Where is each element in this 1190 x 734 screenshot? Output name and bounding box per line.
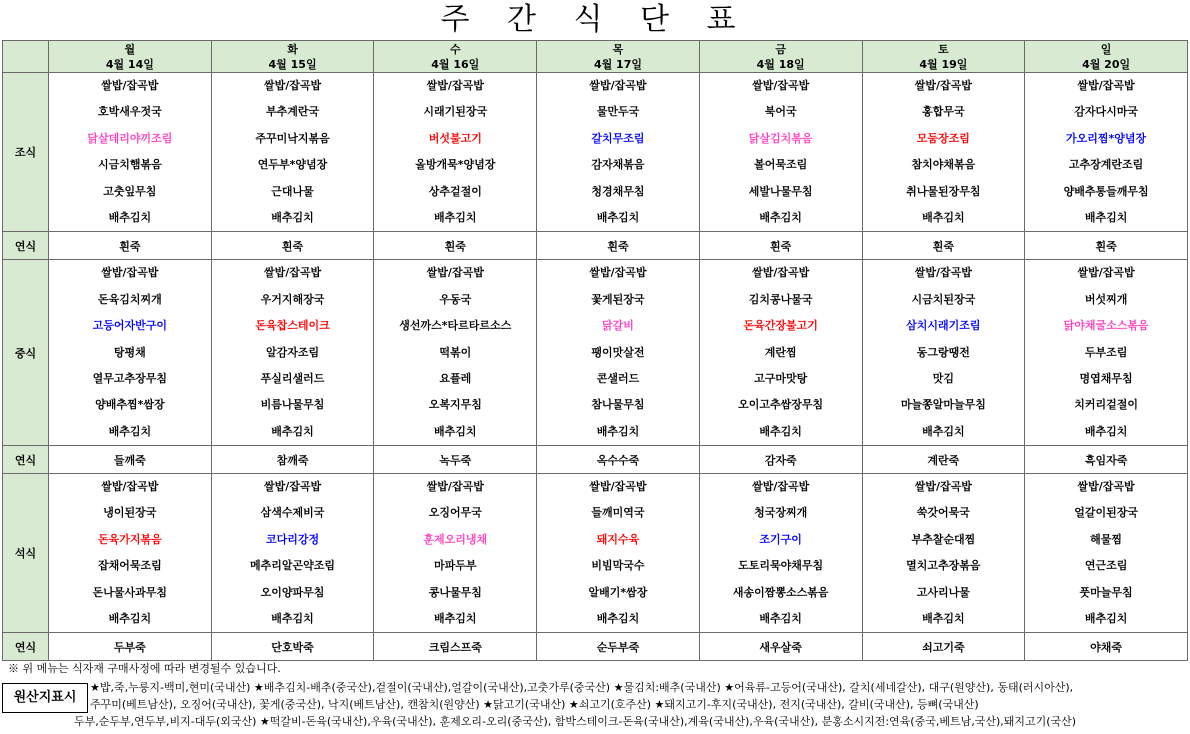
- menu-item: 얼갈이된장국: [1074, 506, 1138, 520]
- porridge-cell: 녹두죽: [374, 446, 537, 474]
- dinner-row: [3, 474, 1188, 633]
- menu-item: 떡볶이: [439, 345, 472, 359]
- porridge-cell: 계란죽: [862, 446, 1025, 474]
- menu-cell: [211, 73, 374, 232]
- menu-item: 고추장계란조림: [1068, 158, 1144, 172]
- day-name: 일: [1100, 42, 1112, 56]
- menu-item: 쌀밥/잡곡밥: [1077, 266, 1135, 280]
- day-date: 4월 15일: [268, 57, 317, 71]
- day-header-row: [3, 41, 1188, 73]
- menu-item: 탕평채: [113, 345, 146, 359]
- menu-cell: [374, 474, 537, 633]
- menu-item: 돈육찹스테이크: [255, 319, 330, 333]
- menu-item: 마늘쫑알마늘무침: [900, 398, 986, 412]
- menu-item: 쌀밥/잡곡밥: [426, 266, 484, 280]
- menu-item: 도토리묵야채무침: [738, 559, 824, 573]
- menu-item: 쌀밥/잡곡밥: [589, 79, 647, 92]
- menu-cell: [49, 260, 212, 446]
- menu-item: 배추김치: [759, 210, 802, 224]
- menu-item: 메추리알곤약조림: [250, 559, 336, 573]
- menu-item: 쑥갓어묵국: [916, 506, 970, 520]
- menu-item: 쌀밥/잡곡밥: [263, 480, 322, 494]
- origin-line-3: 두부,순두부,연두부,비지-대두(외국산) ★떡갈비-돈육(국내산),우육(국내산), 훈제오리-오리(중국산), 함박스테이크-돈육(국내산),계육(국내산),우육(국내산), 분홍소시지전:연육(중국,베트남,국산),돼지고기(국산): [74, 715, 1077, 728]
- menu-item: 배추김치: [108, 424, 152, 438]
- menu-cell: [537, 260, 700, 446]
- menu-item: 갈치무조림: [591, 131, 645, 145]
- menu-item: 두부조림: [1084, 345, 1128, 359]
- menu-item: 해물찜: [1090, 532, 1123, 546]
- porridge-cell: 흰죽: [699, 232, 862, 260]
- menu-item: 풋마늘무침: [1079, 585, 1133, 599]
- menu-item: 삼치시래기조림: [906, 319, 981, 333]
- porridge-cell: 흑임자죽: [1025, 446, 1188, 474]
- porridge-cell: 흰죽: [537, 232, 700, 260]
- menu-item: 배추김치: [108, 210, 152, 224]
- porridge-cell: 야채죽: [1025, 633, 1188, 661]
- menu-change-note: ※ 위 메뉴는 식자재 구매사정에 따라 변경될수 있습니다.: [8, 662, 281, 675]
- day-date: 4월 19일: [919, 57, 968, 71]
- corner-cell: [3, 41, 49, 73]
- menu-table: [2, 40, 1188, 661]
- porridge-cell: 흰죽: [374, 232, 537, 260]
- menu-item: 쌀밥/잡곡밥: [426, 480, 484, 494]
- menu-item: 청경채무침: [591, 184, 645, 198]
- menu-item: 쌀밥/잡곡밥: [589, 480, 647, 494]
- menu-item: 돈나물사과무침: [92, 585, 168, 599]
- day-header-thu: [537, 41, 700, 73]
- menu-item: 취나물된장무침: [906, 184, 981, 198]
- snack3-row: [3, 633, 1188, 661]
- menu-item: 콩나물무침: [428, 585, 482, 599]
- menu-item: 요플레: [439, 371, 472, 385]
- menu-item: 계란찜: [764, 345, 797, 359]
- menu-item: 돼지수육: [596, 532, 640, 546]
- porridge-cell: 들깨죽: [49, 446, 212, 474]
- menu-item: 돈육간장불고기: [743, 319, 818, 333]
- day-date: 4월 20일: [1082, 57, 1131, 71]
- menu-item: 배추김치: [759, 612, 802, 626]
- menu-cell: [699, 73, 862, 232]
- menu-cell: [699, 474, 862, 633]
- porridge-cell: 새우살죽: [699, 633, 862, 661]
- menu-item: 배추김치: [596, 612, 640, 626]
- menu-item: 배추김치: [1084, 424, 1128, 438]
- menu-item: 연두부*양념장: [257, 158, 328, 172]
- menu-item: 배추김치: [1084, 210, 1128, 224]
- menu-item: 들깨미역국: [591, 506, 645, 520]
- menu-item: 쌀밥/잡곡밥: [752, 266, 810, 280]
- menu-item: 쌀밥/잡곡밥: [914, 266, 972, 280]
- menu-item: 배추김치: [271, 210, 314, 224]
- porridge-cell: 흰죽: [862, 232, 1025, 260]
- menu-item: 팽이맛살전: [591, 345, 645, 359]
- menu-item: 삼색수제비국: [260, 506, 325, 520]
- menu-item: 물만두국: [596, 105, 640, 119]
- menu-item: 볼어묵조림: [754, 158, 808, 172]
- menu-item: 쌀밥/잡곡밥: [589, 266, 647, 280]
- day-date: 4월 14일: [105, 57, 154, 71]
- day-header-sat: [862, 41, 1025, 73]
- menu-item: 오복지무침: [428, 398, 482, 412]
- meal-label-snack3: 연식: [3, 633, 49, 661]
- day-header-tue: [211, 41, 374, 73]
- porridge-cell: 참깨죽: [211, 446, 374, 474]
- menu-item: 쌀밥/잡곡밥: [101, 79, 159, 92]
- menu-cell: [862, 474, 1025, 633]
- menu-item: 멸치고추장볶음: [906, 559, 981, 573]
- menu-item: 훈제오리냉채: [423, 532, 488, 546]
- day-name: 목: [612, 42, 624, 56]
- menu-cell: [374, 260, 537, 446]
- menu-item: 쌀밥/잡곡밥: [914, 480, 972, 494]
- menu-item: 부추찰순대찜: [911, 532, 976, 546]
- origin-line-2: 주꾸미(베트남산), 오징어(국내산), 꽃게(중국산), 낙지(베트남산), 캔참치(원양산) ★닭고기(국내산) ★쇠고기(호주산) ★돼지고기-후지(국내산), 전지(국내산), 갈비(국내산), 등뼈(국내산): [90, 698, 979, 711]
- origin-label: 원산지표시: [2, 683, 88, 713]
- day-header-fri: [699, 41, 862, 73]
- menu-cell: [49, 73, 212, 232]
- menu-item: 연근조림: [1084, 559, 1128, 573]
- day-header-sun: [1025, 41, 1188, 73]
- menu-cell: [862, 260, 1025, 446]
- day-name: 금: [775, 42, 786, 56]
- menu-item: 알배기*쌈장: [588, 585, 648, 599]
- porridge-cell: 흰죽: [49, 232, 212, 260]
- menu-item: 비빔막국수: [591, 559, 645, 573]
- menu-item: 마파두부: [434, 559, 477, 573]
- menu-item: 김치콩나물국: [748, 292, 813, 306]
- meal-label-snack2: 연식: [3, 446, 49, 474]
- menu-cell: [537, 474, 700, 633]
- menu-cell: [1025, 73, 1188, 232]
- porridge-cell: 감자죽: [699, 446, 862, 474]
- menu-item: 감자채볶음: [591, 158, 645, 172]
- porridge-cell: 흰죽: [211, 232, 374, 260]
- porridge-cell: 단호박죽: [211, 633, 374, 661]
- menu-item: 닭살데리야끼조림: [87, 131, 173, 145]
- menu-item: 주꾸미낙지볶음: [255, 131, 330, 145]
- menu-item: 배추김치: [922, 210, 965, 224]
- menu-item: 쌀밥/잡곡밥: [914, 79, 972, 92]
- menu-item: 시래기된장국: [423, 105, 488, 119]
- menu-item: 콘샐러드: [596, 371, 640, 385]
- menu-item: 배추김치: [434, 210, 477, 224]
- menu-item: 비름나물무침: [260, 398, 325, 412]
- menu-item: 닭살김치볶음: [748, 131, 813, 145]
- menu-item: 배추김치: [922, 424, 965, 438]
- menu-item: 조기구이: [759, 532, 802, 546]
- porridge-cell: 크림스프죽: [374, 633, 537, 661]
- porridge-cell: 쇠고기죽: [862, 633, 1025, 661]
- menu-cell: [1025, 260, 1188, 446]
- menu-item: 버섯찌개: [1084, 292, 1128, 306]
- menu-item: 배추김치: [596, 424, 640, 438]
- lunch-row: [3, 260, 1188, 446]
- menu-item: 우거지해장국: [260, 292, 325, 306]
- menu-item: 열무고추장무침: [92, 371, 168, 385]
- menu-item: 쌀밥/잡곡밥: [1077, 480, 1135, 494]
- menu-item: 쌀밥/잡곡밥: [426, 79, 484, 92]
- menu-item: 배추김치: [271, 612, 314, 626]
- porridge-cell: 흰죽: [1025, 232, 1188, 260]
- menu-cell: [374, 73, 537, 232]
- menu-item: 고사리나물: [916, 585, 970, 599]
- menu-item: 올방개묵*양념장: [415, 158, 496, 172]
- menu-item: 시금치된장국: [911, 292, 976, 306]
- menu-item: 닭갈비: [602, 319, 634, 333]
- menu-item: 배추김치: [271, 424, 314, 438]
- menu-item: 배추김치: [434, 424, 477, 438]
- menu-item: 세발나물무침: [748, 184, 813, 198]
- menu-item: 가오리찜*양념장: [1066, 131, 1147, 145]
- menu-item: 배추김치: [1084, 612, 1128, 626]
- menu-item: 우동국: [439, 292, 472, 306]
- day-date: 4월 18일: [756, 57, 805, 71]
- menu-item: 배추김치: [922, 612, 965, 626]
- menu-item: 닭야채굴소스볶음: [1063, 319, 1149, 333]
- menu-item: 양배추찜*쌈장: [95, 398, 165, 412]
- menu-item: 쌀밥/잡곡밥: [752, 79, 810, 92]
- meal-label-breakfast: 조식: [3, 73, 49, 232]
- menu-item: 푸실리샐러드: [260, 371, 325, 385]
- day-header-wed: [374, 41, 537, 73]
- day-name: 화: [287, 42, 298, 56]
- menu-cell: [537, 73, 700, 232]
- menu-item: 배추김치: [759, 424, 802, 438]
- menu-item: 명엽채무침: [1079, 371, 1133, 385]
- snack2-row: [3, 446, 1188, 474]
- origin-line-1: ★밥,죽,누룽지-백미,현미(국내산) ★배추김치-배추(중국산),겉절이(국내산),얼갈이(국내산),고춧가루(중국산) ★물김치:배추(국내산) ★어육류-고등어(국내산), 갈치(세네갈산), 대구(원양산), 동태(러시아산),: [90, 681, 1074, 694]
- meal-label-lunch: 중식: [3, 260, 49, 446]
- snack1-row: [3, 232, 1188, 260]
- menu-item: 오징어무국: [428, 506, 482, 520]
- menu-item: 참나물무침: [591, 398, 645, 412]
- menu-item: 쌀밥/잡곡밥: [752, 480, 810, 494]
- menu-item: 감자다시마국: [1074, 105, 1138, 119]
- menu-item: 모둠장조림: [916, 131, 970, 145]
- menu-item: 새송이짬뽕소스볶음: [732, 585, 829, 599]
- page-title: 주 간 식 단 표: [440, 2, 750, 37]
- menu-item: 청국장찌개: [754, 506, 808, 520]
- menu-item: 잡채어묵조림: [97, 559, 162, 573]
- meal-label-snack1: 연식: [3, 232, 49, 260]
- menu-cell: [211, 260, 374, 446]
- menu-item: 시금치햄볶음: [97, 158, 162, 172]
- menu-item: 호박새우젓국: [97, 105, 162, 119]
- menu-item: 참치야채볶음: [911, 158, 976, 172]
- day-date: 4월 17일: [593, 57, 642, 71]
- menu-item: 맛김: [932, 371, 954, 385]
- menu-cell: [699, 260, 862, 446]
- menu-item: 배추김치: [108, 612, 152, 626]
- menu-item: 근대나물: [271, 184, 314, 198]
- menu-cell: [862, 73, 1025, 232]
- menu-item: 상추겉절이: [428, 184, 482, 198]
- menu-item: 동그랑땡전: [916, 345, 970, 359]
- menu-item: 쌀밥/잡곡밥: [263, 79, 322, 92]
- menu-item: 치커리겉절이: [1074, 398, 1138, 412]
- menu-item: 쌀밥/잡곡밥: [1077, 79, 1135, 92]
- origin-info: [74, 679, 1188, 730]
- menu-item: 생선까스*타르타르소스: [399, 319, 512, 333]
- meal-label-dinner: 석식: [3, 474, 49, 633]
- menu-item: 고등어자반구이: [92, 319, 168, 333]
- menu-item: 홍합무국: [922, 105, 965, 119]
- day-header-mon: [49, 41, 212, 73]
- breakfast-row: [3, 73, 1188, 232]
- porridge-cell: 옥수수죽: [537, 446, 700, 474]
- menu-item: 오이고추쌈장무침: [738, 398, 824, 412]
- porridge-cell: 두부죽: [49, 633, 212, 661]
- menu-cell: [1025, 474, 1188, 633]
- menu-item: 양배추통들깨무침: [1063, 184, 1149, 198]
- menu-item: 쌀밥/잡곡밥: [263, 266, 322, 280]
- menu-item: 고춧잎무침: [103, 184, 157, 198]
- menu-cell: [211, 474, 374, 633]
- menu-item: 고구마맛탕: [754, 371, 808, 385]
- menu-cell: [49, 474, 212, 633]
- day-name: 수: [449, 42, 461, 56]
- menu-item: 배추김치: [434, 612, 477, 626]
- menu-item: 북어국: [764, 105, 797, 119]
- menu-item: 냉이된장국: [103, 506, 157, 520]
- menu-item: 부추계란국: [265, 105, 320, 119]
- menu-item: 배추김치: [596, 210, 640, 224]
- menu-item: 꽃게된장국: [591, 292, 645, 306]
- day-name: 토: [938, 42, 949, 56]
- menu-item: 쌀밥/잡곡밥: [101, 266, 159, 280]
- menu-item: 버섯불고기: [428, 131, 482, 145]
- menu-item: 돈육가지볶음: [97, 532, 162, 546]
- menu-item: 돈육김치찌개: [97, 292, 162, 306]
- day-date: 4월 16일: [431, 57, 480, 71]
- menu-item: 알감자조림: [265, 345, 320, 359]
- day-name: 월: [124, 42, 136, 56]
- menu-item: 쌀밥/잡곡밥: [101, 480, 159, 494]
- porridge-cell: 순두부죽: [537, 633, 700, 661]
- menu-item: 오이양파무침: [260, 585, 325, 599]
- menu-item: 코다리강정: [265, 532, 320, 546]
